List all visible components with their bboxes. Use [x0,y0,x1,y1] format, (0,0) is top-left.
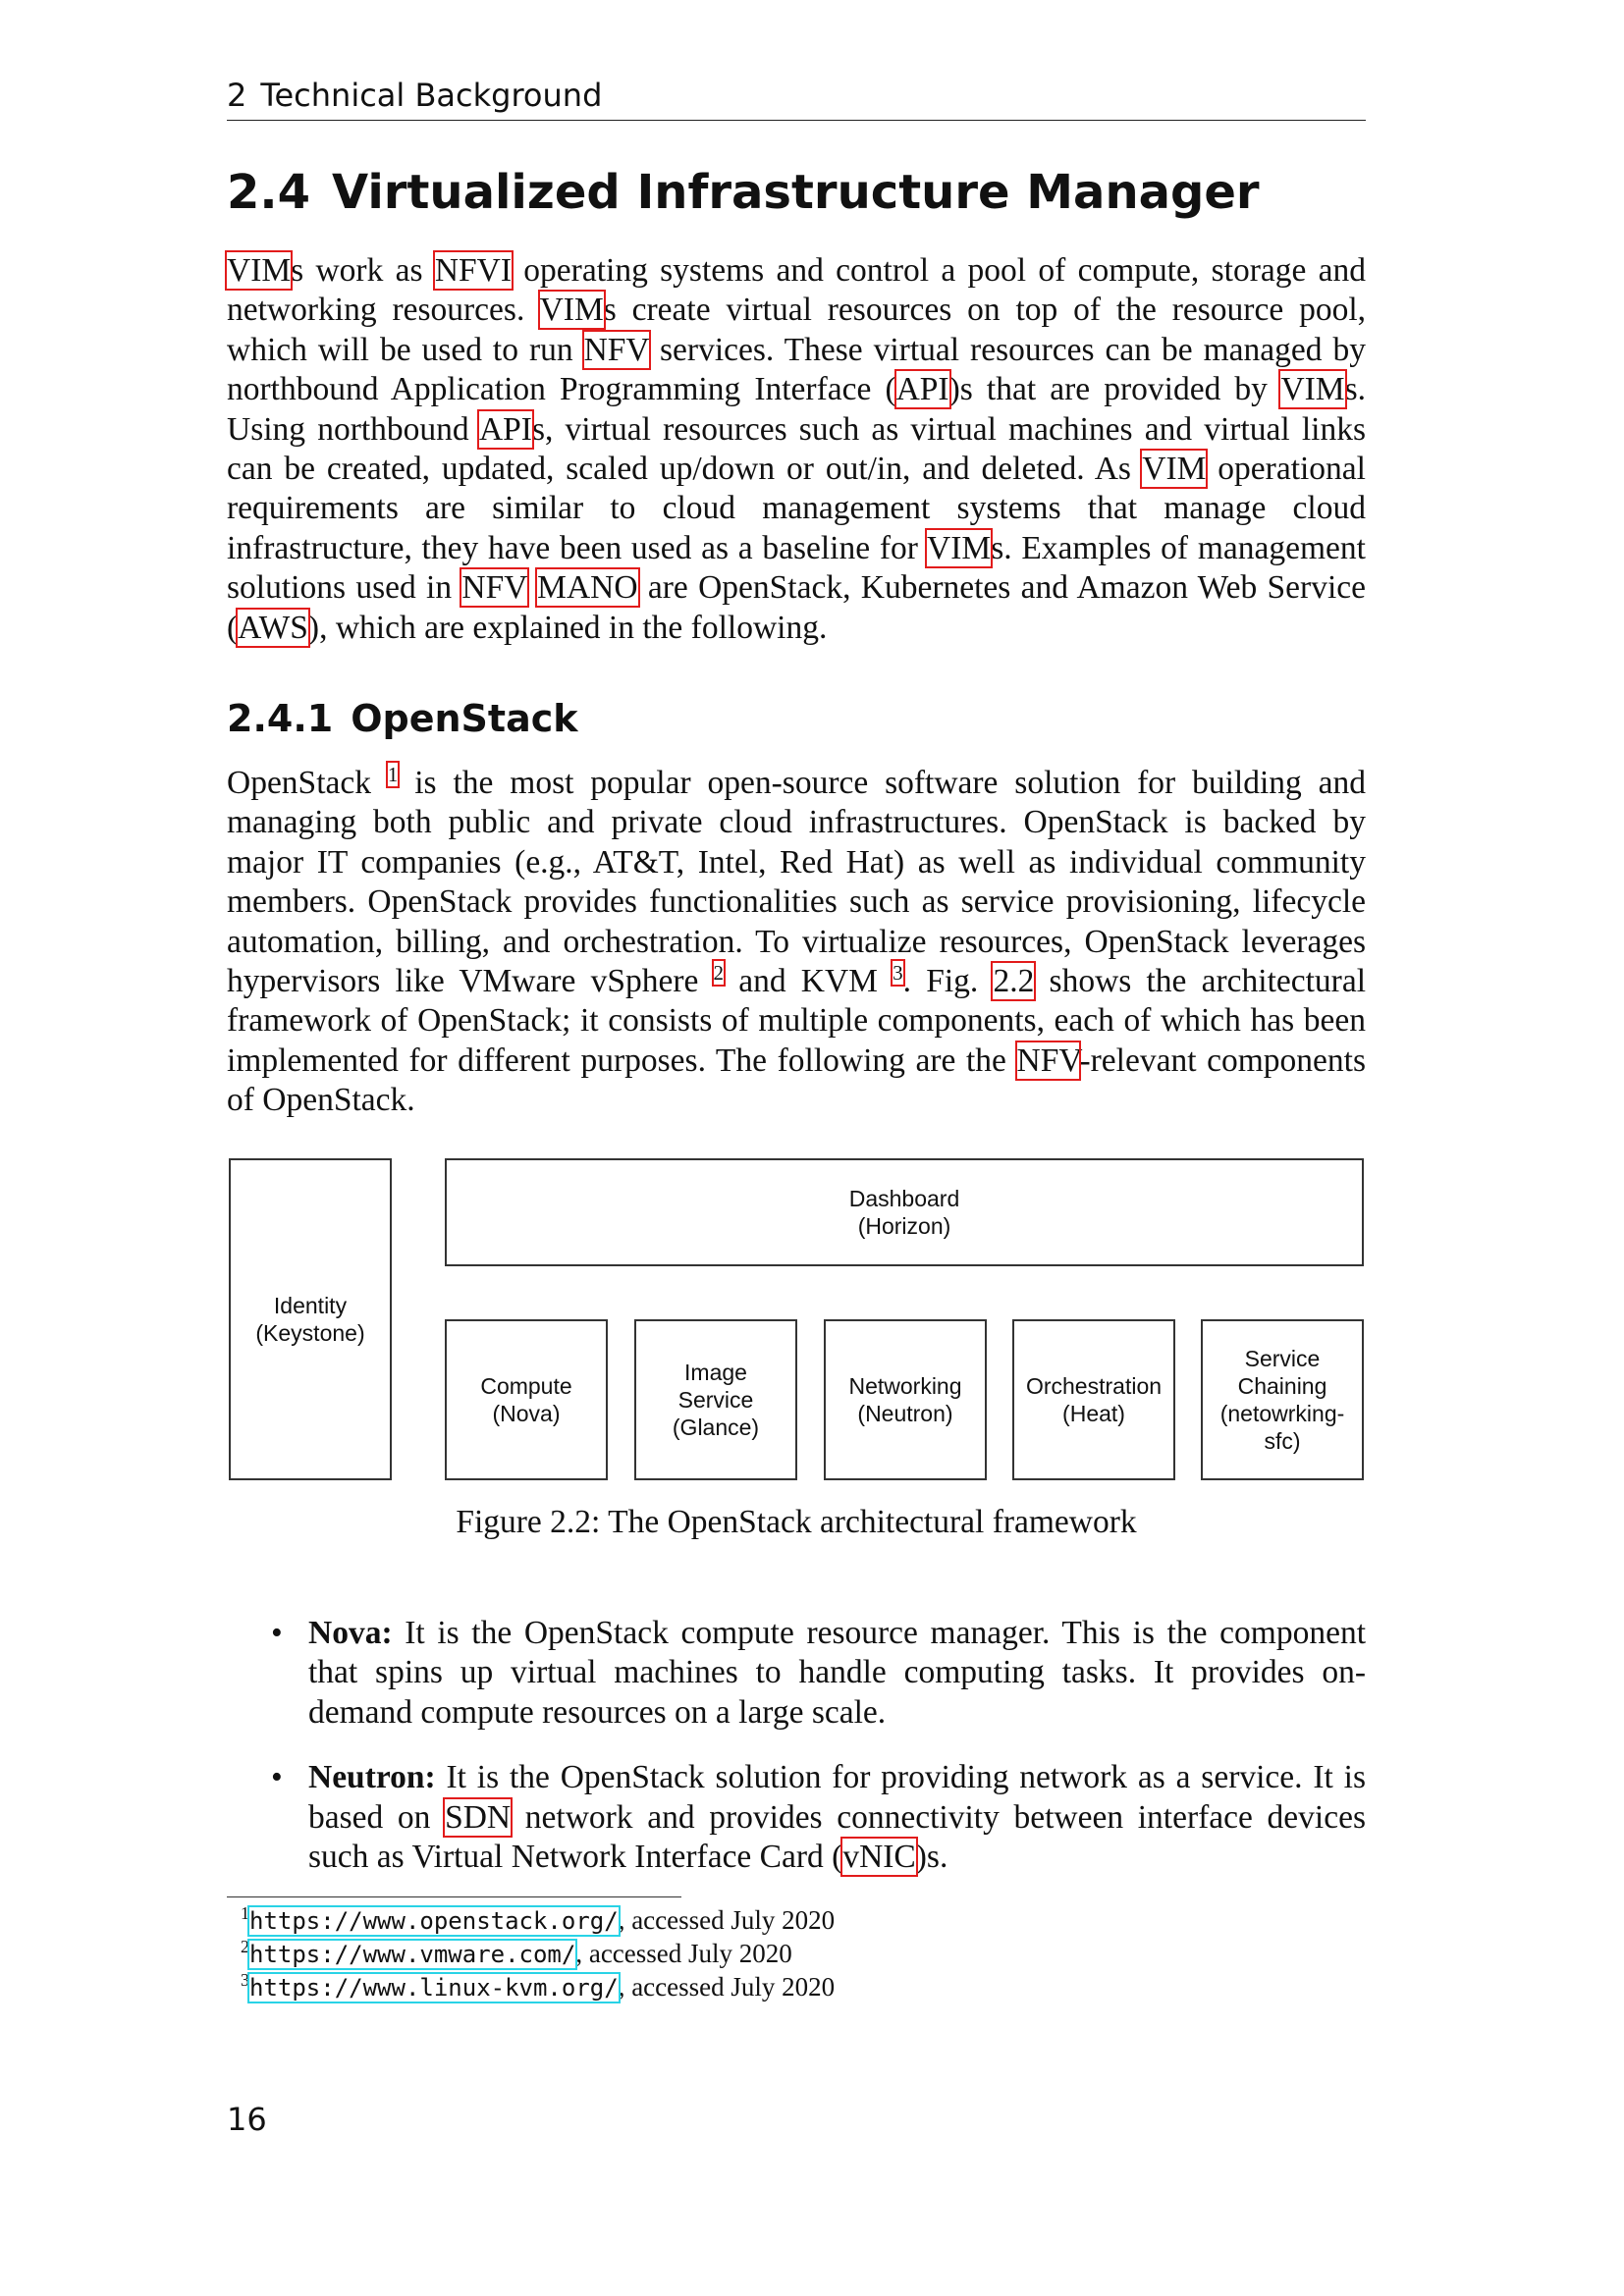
openstack-paragraph [227,764,1366,1121]
section-title: Virtualized Infrastructure Manager [332,165,1260,220]
running-header-number: 2 [227,77,247,114]
subsection-heading [227,697,578,740]
text-run: operating systems and control a pool of compute, storage and networking resources. [227,252,1366,329]
list-item-text [308,1615,1366,1731]
orchestration-heat-box [1012,1319,1175,1480]
figure-caption: Figure 2.2: The OpenStack architectural framework [456,1504,1137,1540]
footnote [241,1971,835,2004]
image-label: Image Service (Glance) [672,1360,760,1440]
acronym-link[interactable]: vNIC [842,1839,916,1876]
bullet-icon: • [271,1759,283,1796]
text-run: s. Using northbound [227,371,1366,448]
text-run: services. These virtual resources can be managed by northbound Application Programming Interface ( [227,331,1366,408]
text-run: . Fig. [902,963,994,1000]
footnote [241,1938,835,1971]
list-item-text [308,1759,1366,1875]
text-run: operational requirements are similar to cloud management systems that manage cloud infrastructure, they have been used as a baseline for [227,451,1366,566]
text-run: and KVM [724,963,893,1000]
footnote-suffix: , accessed July 2020 [618,1972,836,2002]
acronym-link[interactable]: 2.2 [993,963,1035,1000]
text-run: s work as [291,252,435,289]
identity-label: Identity (Keystone) [255,1293,365,1346]
text-run: OpenStack [227,765,388,801]
list-item-term: Nova: [308,1615,393,1651]
acronym-link[interactable]: VIM [539,292,604,329]
compute-label: Compute (Nova) [480,1373,572,1426]
dashboard-label: Dashboard (Horizon) [848,1186,960,1239]
text-run: -relevant components of OpenStack. [227,1041,1366,1119]
footnote [241,1904,835,1938]
networking-neutron-box [824,1319,987,1480]
list-item [227,1614,1366,1733]
text-run: s create virtual resources on top of the resource pool, which will be used to run [227,292,1366,368]
text-run: )s. [915,1839,948,1876]
service-chaining-box [1201,1319,1364,1480]
acronym-link[interactable]: NFV [1016,1041,1080,1079]
running-header-title: Technical Background [260,77,603,114]
text-run: s, virtual resources such as virtual machines and virtual links can be created, updated, scaled up/down or out/in, and deleted. As [227,410,1366,488]
acronym-link[interactable]: VIM [927,529,992,566]
list-item [227,1758,1366,1877]
text-run: It is the OpenStack solution for providing network as a service. It is based on [308,1759,1366,1836]
image-service-glance-box [634,1319,797,1480]
bullet-icon: • [271,1615,283,1651]
acronym-link[interactable]: SDN [445,1798,512,1836]
acronym-link[interactable]: MANO [537,569,638,607]
acronym-link[interactable]: VIM [1142,451,1207,488]
service-chaining-label: Service Chaining (netowrking- sfc) [1219,1346,1345,1454]
footnote-link[interactable]: https://www.vmware.com/ [249,1941,576,1968]
orchestration-label: Orchestration (Heat) [1025,1373,1163,1426]
text-run: s. Examples of management solutions used in [227,529,1366,607]
networking-label: Networking (Neutron) [848,1373,962,1426]
running-header [227,77,1366,121]
acronym-link[interactable]: VIM [1280,371,1345,408]
footnote-ref-link[interactable]: 2 [713,960,725,985]
section-number: 2.4 [227,165,311,220]
footnote-mark: 3 [241,1970,249,1990]
acronym-link[interactable]: AWS [238,609,308,646]
text-run: It is the OpenStack compute resource manager. This is the component that spins up virtual machines to handle computing tasks. It provides on-demand compute resources on a large scale. [308,1615,1366,1731]
text-run: is the most popular open-source software solution for building and managing both public and private cloud infrastructures. OpenStack is backed by major IT companies (e.g., AT&T, Intel, Red Hat) as well as individual community members. OpenStack provides functionalities such as service provisioning, lifecycle automation, billing, and orchestration. To virtualize resources, OpenStack leverages hypervisors like VMware vSphere [227,765,1366,1000]
component-list [227,1614,1366,1902]
text-run: ), which are explained in the following. [307,609,828,646]
acronym-link[interactable]: API [895,371,949,408]
footnote-link[interactable]: https://www.linux-kvm.org/ [249,1974,619,2002]
list-item-term: Neutron: [308,1759,436,1796]
text-run: shows the architectural framework of OpenStack; it consists of multiple components, each of which has been implemented for different purposes. The following are the [227,963,1367,1079]
footnote-link[interactable]: https://www.openstack.org/ [249,1907,619,1935]
acronym-link[interactable]: VIM [227,252,292,289]
vim-paragraph [227,251,1366,648]
footnote-suffix: , accessed July 2020 [575,1939,792,1968]
subsection-title: OpenStack [351,697,578,740]
acronym-link[interactable]: API [478,410,532,448]
footnote-ref-link[interactable]: 3 [893,960,903,985]
identity-keystone-box [229,1158,392,1480]
footnote-ref-link[interactable]: 1 [387,762,399,786]
footnote-mark: 1 [241,1903,249,1923]
acronym-link[interactable]: NFVI [434,252,513,289]
text-run: network and provides connectivity between interface devices such as Virtual Network Interface Card ( [308,1798,1367,1876]
acronym-link[interactable]: NFV [461,569,527,607]
footnote-mark: 2 [241,1937,249,1956]
dashboard-horizon-box [445,1158,1364,1266]
acronym-link[interactable]: NFV [583,331,650,368]
footnotes [241,1904,835,2004]
footnote-divider [227,1896,681,1897]
openstack-architecture-diagram [227,1158,1366,1482]
text-run: )s that are provided by [948,371,1281,408]
subsection-number: 2.4.1 [227,697,334,740]
section-heading [227,165,1260,220]
page-number: 16 [227,2101,267,2138]
compute-nova-box [445,1319,608,1480]
text-run: are OpenStack, Kubernetes and Amazon Web Service ( [227,569,1366,646]
text-run [527,569,537,606]
footnote-suffix: , accessed July 2020 [618,1905,836,1935]
